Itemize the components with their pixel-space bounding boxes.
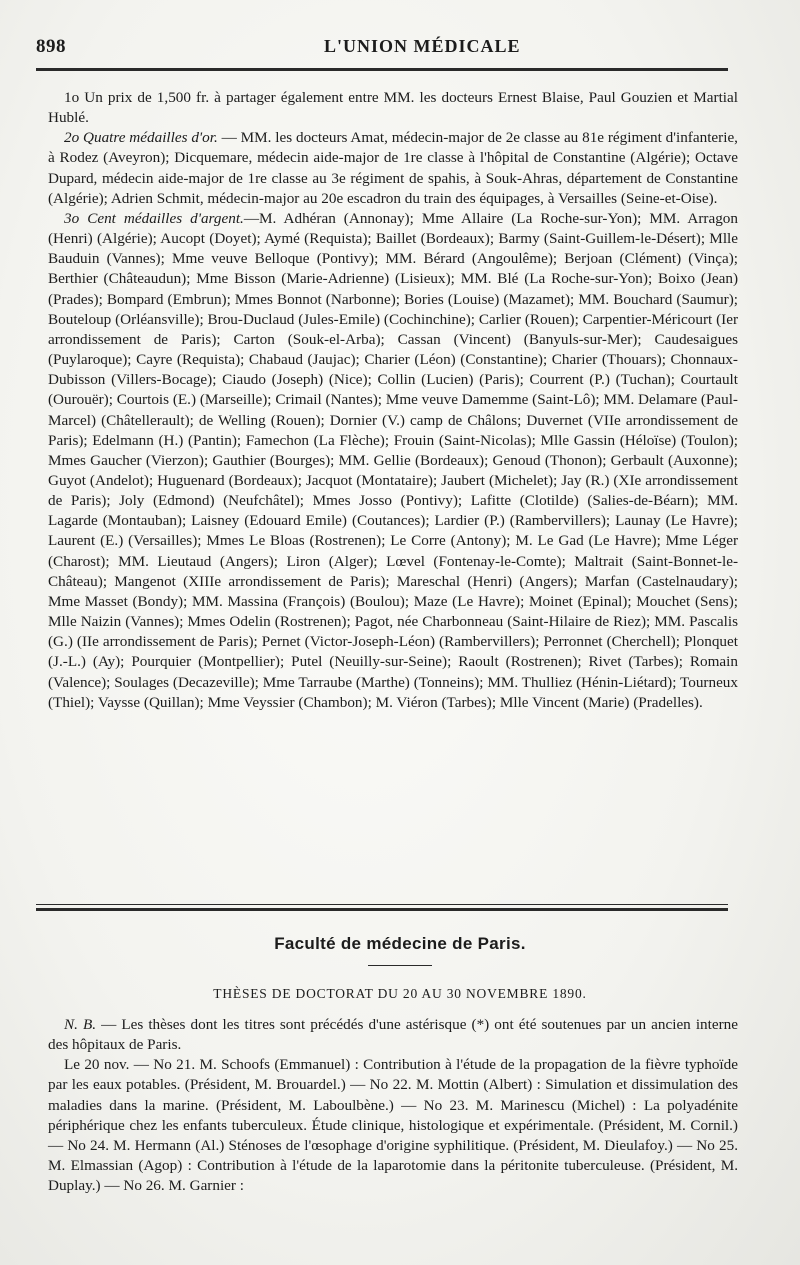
theses-entries-paragraph: Le 20 nov. — No 21. M. Schoofs (Emmanuel) : Contribution à l'étude de la propagation de la fièvre typhoïde par les eaux potables. (Président, M. Brouardel.) — No 22. M. Mottin (Albert) : Simulation et dissimulation des maladies dans la marine. (Président, M. Laboulbène.) — No 23. M. Marinescu (Michel) : La polyadénite périphérique chez les enfants tuberculeux. Étude clinique, histologique et expérimentale. (Président, M. Cornil.) — No 24. M. Hermann (Al.) Sténoses de l'œsophage d'origine syphilitique. (Président, M. Dieulafoy.) — No 25. M. Elmassian (Agop) : Contribution à l'étude de la laparotomie dans la péritonite tuberculeuse. (Président, M. Duplay.) — No 26. M. Garnier : [48, 1056, 738, 1195]
page-number: 898 [36, 36, 66, 57]
nb-lead: N. B. [64, 1016, 97, 1033]
gold-medals-lead: 2o Quatre médailles d'or. [64, 129, 218, 147]
title-underline [368, 965, 432, 966]
faculty-section-title: Faculté de médecine de Paris. [274, 934, 526, 953]
theses-heading: THÈSES DE DOCTORAT DU 20 AU 30 NOVEMBRE 1890. [213, 986, 587, 1001]
gold-medals-text: — MM. les docteurs Amat, médecin-major de 2e classe au 81e régiment d'infanterie, à Rodez (Aveyron); Dicquemare, médecin aide-major de 1re classe à l'hôpital de Constantine (Algérie); Octave Dupard, médecin aide-major de 1re classe au 3e régiment de spahis, à Souk-Ahras, département de Constantine (Algérie); Adrien Schmit, médecin-major au 20e escadron du train des équipages, à Versailles (Seine-et-Oise). [48, 129, 738, 207]
header-rule [36, 68, 728, 71]
section-rule-top [36, 904, 728, 905]
silver-medals-lead: 3o Cent médailles d'argent. [64, 209, 244, 227]
nb-text: — Les thèses dont les titres sont précédés d'une astérisque (*) ont été soutenues par un ancien interne des hôpitaux de Paris. [48, 1016, 738, 1054]
gold-medals-paragraph [48, 128, 738, 209]
nb-paragraph [48, 1015, 738, 1055]
theses-section [48, 1015, 738, 1196]
running-title: L'UNION MÉDICALE [324, 36, 521, 56]
section-rule-bottom [36, 908, 728, 911]
prizes-section [48, 88, 738, 713]
silver-medals-text: —M. Adhéran (Annonay); Mme Allaire (La Roche-sur-Yon); MM. Arragon (Henri) (Algérie); Aucopt (Doyet); Aymé (Requista); Baillet (Bordeaux); Barmy (Saint-Guillem-le-Désert); Mlle Bauduin (Vannes); Mme veuve Belloque (Pontivy); MM. Bérard (Angoulême); Berjoan (Clément) (Vinça); Berthier (Châteaudun); Mme Bisson (Marie-Adrienne) (Lisieux); MM. Blé (La Roche-sur-Yon); Boixo (Jean) (Prades); Bompard (Embrun); Mmes Bonnot (Narbonne); Bories (Louise) (Mazamet); MM. Bouchard (Saumur); Bouteloup (Orléansville); Brou-Duclaud (Jules-Emile) (Cochinchine); Carlier (Rouen); Carpentier-Méricourt (Ier arrondissement de Paris); Carton (Souk-el-Arba); Cassan (Vincent) (Banyuls-sur-Mer); Caudesaigues (Puylaroque); Cayre (Requista); Chabaud (Jaujac); Charier (Léon) (Constantine); Charier (Thouars); Chonnaux-Dubisson (Villers-Bocage); Ciaudo (Joseph) (Nice); Collin (Lucien) (Paris); Courrent (P.) (Tuchan); Courtault (Ourouër); Courtois (E.) (Marseille); Crimail (Nantes); Mme veuve Damemme (Saint-Lô); MM. Delamare (Paul-Marcel) (Châtellerault); de Welling (Rouen); Dornier (V.) camp de Châlons; Duvernet (VIIe arrondissement de Paris); Edelmann (H.) (Pantin); Famechon (La Flèche); Frouin (Saint-Nicolas); Mlle Gassin (Héloïse) (Toulon); Mmes Gaucher (Vierzon); Gauthier (Bourges); MM. Gellie (Bordeaux); Genoud (Thonon); Gerbault (Auxonne); Guyot (Andelot); Huguenard (Bordeaux); Jacquot (Montataire); Jaubert (Michelet); Jay (R.) (XIe arrondissement de Paris); Joly (Edmond) (Neufchâtel); Mmes Josso (Pontivy); Lafitte (Clotilde) (Salies-de-Béarn); MM. Lagarde (Montauban); Laisney (Edouard Emile) (Coutances); Lardier (P.) (Rambervillers); Launay (Le Havre); Laurent (E.) (Versailles); Mmes Le Bloas (Rostrenen); Le Corre (Antony); M. Le Gad (Le Havre); Mme Léger (Charost); MM. Lieutaud (Angers); Liron (Alger); Lœvel (Fontenay-le-Comte); Maltrait (Saint-Bonnet-le-Château); Mangenot (XIIIe arrondissement de Paris); Mareschal (Henri) (Angers); Marfan (Castelnaudary); Mme Masset (Bondy); MM. Massina (François) (Boulou); Maze (Le Havre); Moinet (Epinal); Mouchet (Sens); Mlle Naizin (Vannes); Mmes Odelin (Rostrenen); Pagot, née Charbonneau (Saint-Hilaire de Riez); MM. Pascalis (G.) (IIe arrondissement de Paris); Pernet (Victor-Joseph-Léon) (Rambervillers); Perronnet (Cherchell); Plonquet (J.-L.) (Ay); Pourquier (Montpellier); Putel (Neuilly-sur-Seine); Raoult (Rostrenen); Rivet (Tarbes); Romain (Valence); Soulages (Decazeville); Mme Tarraube (Marthe) (Tonneins); MM. Thulliez (Hénin-Liétard); Tourneux (Thiel); Vaysse (Quillan); Mme Veyssier (Chambon); M. Viéron (Tarbes); Mlle Vincent (Marie) (Pradelles). [48, 209, 738, 711]
page-header [36, 36, 740, 64]
silver-medals-paragraph [48, 209, 738, 713]
first-prize-paragraph: 1o Un prix de 1,500 fr. à partager également entre MM. les docteurs Ernest Blaise, Paul Gouzien et Martial Hublé. [48, 89, 738, 127]
